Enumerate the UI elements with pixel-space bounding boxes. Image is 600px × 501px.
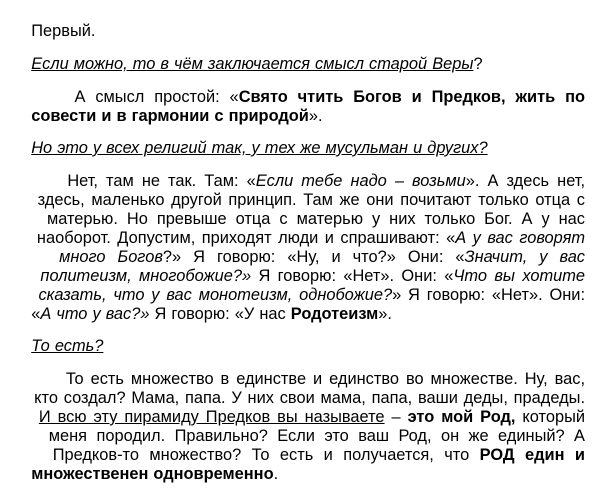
paragraph-italic: сказать, что у вас монотеизм, однобожие? [38, 286, 393, 304]
paragraph-italic: А у вас говорят [455, 229, 586, 247]
paragraph-text: ». А здесь нет, [465, 172, 586, 190]
paragraph-text: Я говорю: «Нет». Они: « [251, 267, 454, 285]
paragraph-text: Нет, там не так. Там: « [67, 172, 256, 190]
paragraph-bold: это мой Род, [407, 408, 516, 426]
doc-text: Первый. [31, 22, 96, 40]
paragraph-4-line-6 [11, 447, 278, 501]
paragraph-text: матерью. Но превыше отца с матерью у них только Бог. А у нас [46, 210, 585, 228]
paragraph-text: ». [378, 305, 392, 323]
paragraph-text: То есть множество в единстве и единство во множестве. Ну, вас, [65, 370, 585, 388]
answer-text: ». [308, 107, 323, 125]
paragraph-italic: много Богов [59, 248, 163, 266]
paragraph-underlined: И всю эту пирамиду Предков вы называете [38, 408, 385, 426]
paragraph-bold: Родотеизм [290, 305, 379, 323]
paragraph-text: . [273, 465, 279, 483]
answer-bold: Свято чтить Богов и Предков, жить по [238, 88, 585, 106]
answer-text: А смысл простой: « [74, 88, 239, 106]
paragraph-italic: Значит, у вас [464, 248, 586, 266]
paragraph-bold: множественен одновременно [31, 465, 274, 483]
paragraph-text: Предков-то множество? То есть и получается, что [52, 446, 480, 464]
paragraph-text: ?» Я говорю: «Ну, и что?» Они: « [162, 248, 465, 266]
paragraph-text: меня породил. Правильно? Если это ваш Род, он же единый? А [48, 427, 585, 445]
answer-bold: совести и в гармонии с природой [31, 107, 309, 125]
paragraph-italic: А что у вас?» [40, 305, 150, 323]
paragraph-italic: политеизм, многобожие?» [40, 267, 252, 285]
paragraph-italic: Если тебе надо – возьми [255, 172, 466, 190]
question-text: Но это у всех религий так, у тех же мусульман и других? [31, 139, 488, 157]
paragraph-text: наоборот. Допустим, приходят люди и спрашивают: « [36, 229, 456, 247]
paragraph-text: Я говорю: «У нас [149, 305, 291, 323]
question-text: То есть? [31, 337, 104, 355]
paragraph-text: кто создал? Мама, папа. У них свои мама, папа, ваши деды, прадеды. [34, 389, 586, 407]
paragraph-text: – [384, 408, 408, 426]
paragraph-text: который [515, 408, 586, 426]
question-mark: ? [473, 55, 483, 73]
paragraph-text: » Я говорю: «Нет». Они: [392, 286, 586, 304]
question-text: Если можно, то в чём заключается смысл старой Веры [31, 55, 474, 73]
paragraph-italic: Что вы хотите [453, 267, 585, 285]
paragraph-bold: РОД един и [479, 446, 586, 464]
paragraph-text: здесь, маленько другой принцип. Там же они почитают только отца с [37, 191, 585, 209]
paragraph-text: « [31, 305, 41, 323]
